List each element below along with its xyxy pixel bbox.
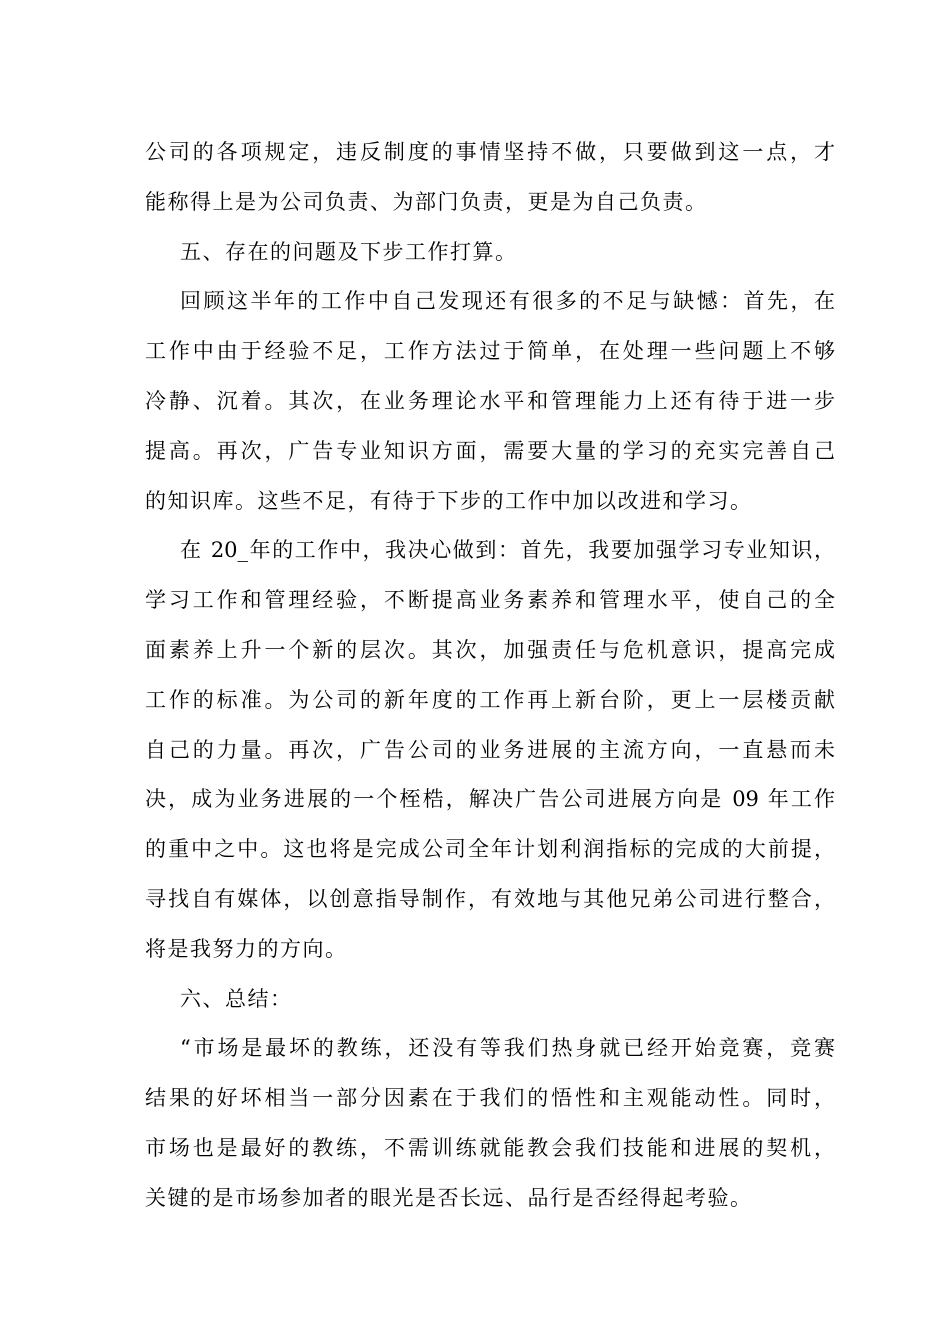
- text-line: 结果的好坏相当一部分因素在于我们的悟性和主观能动性。同时，: [145, 1086, 835, 1111]
- document-body: [145, 128, 835, 1224]
- text-line: 关键的是市场参加者的眼光是否长远、品行是否经得起考验。: [145, 1185, 753, 1210]
- quote-first-line: “市场是最坏的教练，还没有等我们热身就已经开始竞赛，竞赛: [180, 1036, 835, 1061]
- text-line: 自己的力量。再次，广告公司的业务进展的主流方向，一直悬而未: [145, 737, 835, 762]
- section-heading-5: 五、存在的问题及下步工作打算。: [180, 239, 518, 264]
- paragraph-first-line: 回顾这半年的工作中自己发现还有很多的不足与缺憾：首先，在: [180, 289, 835, 314]
- text-line: 学习工作和管理经验，不断提高业务素养和管理水平，使自己的全: [145, 588, 835, 613]
- text-line: 市场也是最好的教练，不需训练就能教会我们技能和进展的契机，: [145, 1135, 835, 1160]
- text-line: 面素养上升一个新的层次。其次，加强责任与危机意识，提高完成: [145, 637, 835, 662]
- text-line: 工作中由于经验不足，工作方法过于简单，在处理一些问题上不够: [145, 339, 835, 364]
- text-line: 的知识库。这些不足，有待于下步的工作中加以改进和学习。: [145, 488, 753, 513]
- section-heading-6: 六、总结：: [180, 986, 293, 1011]
- text-line: 决，成为业务进展的一个桎梏，解决广告公司进展方向是 09 年工作: [145, 787, 835, 812]
- text-line: 的重中之中。这也将是完成公司全年计划利润指标的完成的大前提，: [145, 837, 835, 862]
- text-line: 冷静、沉着。其次，在业务理论水平和管理能力上还有待于进一步: [145, 388, 835, 413]
- text-line: 寻找自有媒体，以创意指导制作，有效地与其他兄弟公司进行整合，: [145, 886, 835, 911]
- text-line: 公司的各项规定，违反制度的事情坚持不做，只要做到这一点，才: [145, 140, 835, 164]
- text-line: 工作的标准。为公司的新年度的工作再上新台阶，更上一层楼贡献: [145, 687, 835, 712]
- text-line: 提高。再次，广告专业知识方面，需要大量的学习的充实完善自己: [145, 438, 835, 463]
- text-line: 能称得上是为公司负责、为部门负责，更是为自己负责。: [145, 189, 708, 214]
- text-line: 将是我努力的方向。: [145, 936, 348, 961]
- paragraph-first-line: 在 20_年的工作中，我决心做到：首先，我要加强学习专业知识，: [180, 538, 835, 563]
